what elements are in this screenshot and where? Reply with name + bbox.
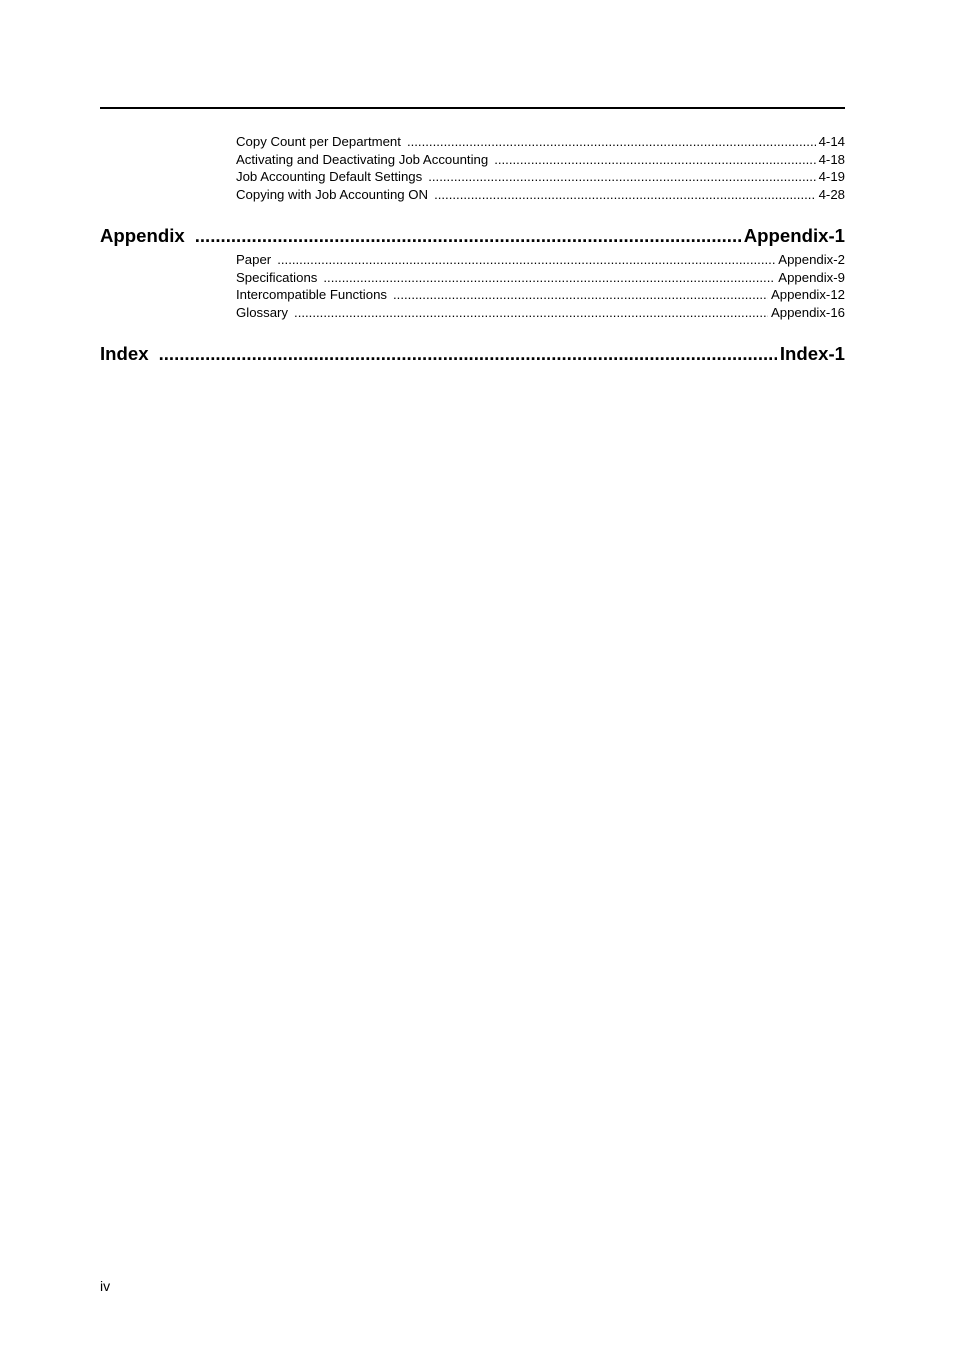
toc-entry-page: 4-28 — [818, 186, 845, 202]
dot-leader — [434, 186, 816, 204]
toc-entry-label: Copy Count per Department — [236, 134, 401, 149]
dot-leader — [195, 225, 741, 247]
toc-entry[interactable] — [236, 286, 845, 304]
toc-entry-label: Copying with Job Accounting ON — [236, 186, 429, 202]
toc-chapter-appendix[interactable] — [100, 225, 845, 247]
toc-entry-page: Appendix-12 — [770, 287, 845, 302]
toc-entry[interactable] — [236, 304, 845, 322]
toc-chapter-index[interactable] — [100, 343, 845, 365]
toc-entry-page: Appendix-2 — [778, 252, 845, 267]
dot-leader — [323, 269, 775, 287]
section-4-entries — [236, 133, 845, 203]
toc-entry[interactable] — [236, 186, 845, 204]
dot-leader — [294, 304, 768, 322]
chapter-title: Index — [100, 343, 149, 364]
chapter-page: Appendix-1 — [743, 225, 845, 246]
toc-entry-label: Activating and Deactivating Job Accounting — [236, 151, 489, 167]
toc-entry-page: 4-14 — [818, 134, 845, 149]
dot-leader — [407, 133, 816, 151]
header-rule — [100, 107, 845, 109]
toc-entry-label: Paper — [236, 252, 272, 267]
chapter-title: Appendix — [100, 225, 185, 246]
toc-entry-label: Specifications — [236, 269, 318, 285]
page-number: iv — [100, 1278, 111, 1294]
dot-leader — [494, 151, 815, 169]
toc-entry-label: Glossary — [236, 304, 289, 320]
dot-leader — [393, 286, 768, 304]
dot-leader — [277, 251, 775, 269]
toc-entry[interactable] — [236, 269, 845, 287]
toc-entry[interactable] — [236, 133, 845, 151]
appendix-entries — [236, 251, 845, 321]
toc-entry-page: 4-19 — [818, 169, 845, 184]
toc-entry-page: Appendix-16 — [770, 304, 845, 320]
toc-entry-page: 4-18 — [818, 151, 845, 167]
toc-entry[interactable] — [236, 151, 845, 169]
toc-entry[interactable] — [236, 251, 845, 269]
dot-leader — [428, 168, 815, 186]
toc-entry[interactable] — [236, 168, 845, 186]
chapter-page: Index-1 — [779, 343, 845, 364]
dot-leader — [159, 343, 777, 365]
toc-entry-label: Intercompatible Functions — [236, 287, 387, 302]
toc-entry-page: Appendix-9 — [778, 269, 845, 285]
toc-entry-label: Job Accounting Default Settings — [236, 169, 423, 184]
